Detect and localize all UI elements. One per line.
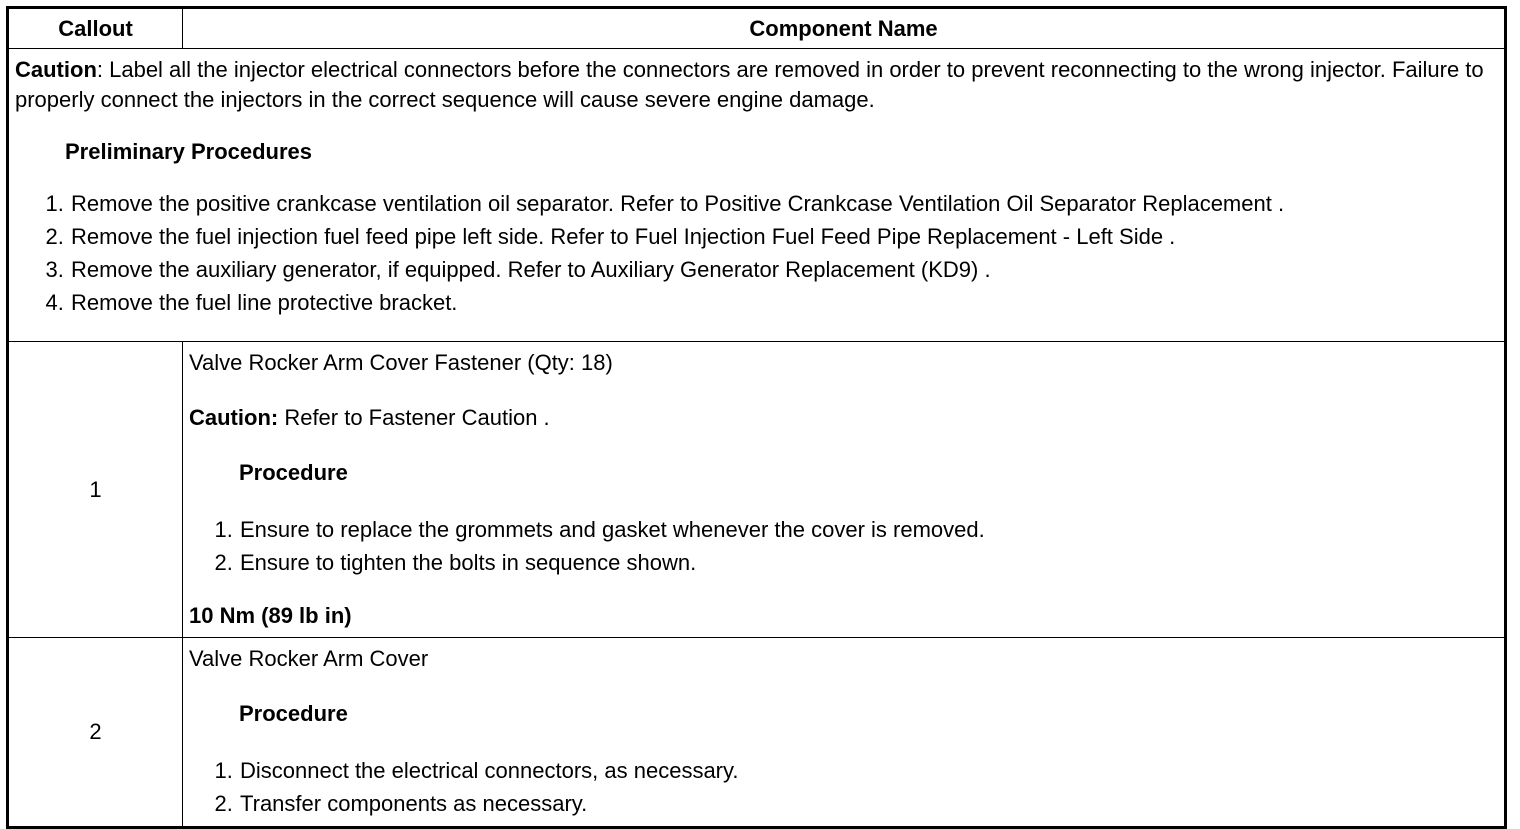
list-item: 1. Disconnect the electrical connectors, as necessary. (239, 754, 1498, 787)
table-row (8, 342, 1506, 638)
list-item: 4. Remove the fuel line protective bracket. (70, 286, 1498, 319)
list-item: 1. Remove the positive crankcase ventilation oil separator. Refer to Positive Crankcase Ventilation Oil Separator Replacement . (70, 187, 1498, 220)
procedure-table (6, 6, 1507, 829)
component-detail-cell (183, 342, 1506, 638)
intro-caution-text: : Label all the injector electrical connectors before the connectors are removed in order to prevent reconnecting to the wrong injector. Failure to properly connect the injectors in the correct sequence will cause severe engine damage. (15, 57, 1484, 112)
row-caution-label: Caution: (189, 405, 279, 430)
table-header-row (8, 8, 1506, 49)
preliminary-heading: Preliminary Procedures (65, 139, 313, 164)
component-name: Valve Rocker Arm Cover Fastener (Qty: 18) (189, 350, 613, 375)
callout-number: 2 (8, 638, 183, 828)
row-caution (189, 403, 1498, 433)
list-item: 2. Transfer components as necessary. (239, 787, 1498, 820)
procedure-steps-list (189, 513, 1498, 579)
list-item: 2. Ensure to tighten the bolts in sequence shown. (239, 546, 1498, 579)
preliminary-steps-list (15, 187, 1498, 319)
list-item: 2. Remove the fuel injection fuel feed pipe left side. Refer to Fuel Injection Fuel Feed Pipe Replacement - Left Side . (70, 220, 1498, 253)
list-item: 3. Remove the auxiliary generator, if equipped. Refer to Auxiliary Generator Replacement (KD9) . (70, 253, 1498, 286)
intro-cell (8, 49, 1506, 342)
intro-row (8, 49, 1506, 342)
torque-spec: 10 Nm (89 lb in) (189, 603, 352, 628)
component-name: Valve Rocker Arm Cover (189, 646, 429, 671)
header-component-name: Component Name (183, 8, 1506, 49)
intro-caution (15, 55, 1498, 115)
procedure-heading: Procedure (239, 701, 348, 726)
row-caution-text: Refer to Fastener Caution . (278, 405, 550, 430)
header-callout: Callout (8, 8, 183, 49)
component-detail-cell (183, 638, 1506, 828)
list-item: 1. Ensure to replace the grommets and gasket whenever the cover is removed. (239, 513, 1498, 546)
procedure-steps-list (189, 754, 1498, 820)
procedure-heading: Procedure (239, 460, 348, 485)
intro-caution-label: Caution (15, 57, 97, 82)
callout-number: 1 (8, 342, 183, 638)
table-row (8, 638, 1506, 828)
